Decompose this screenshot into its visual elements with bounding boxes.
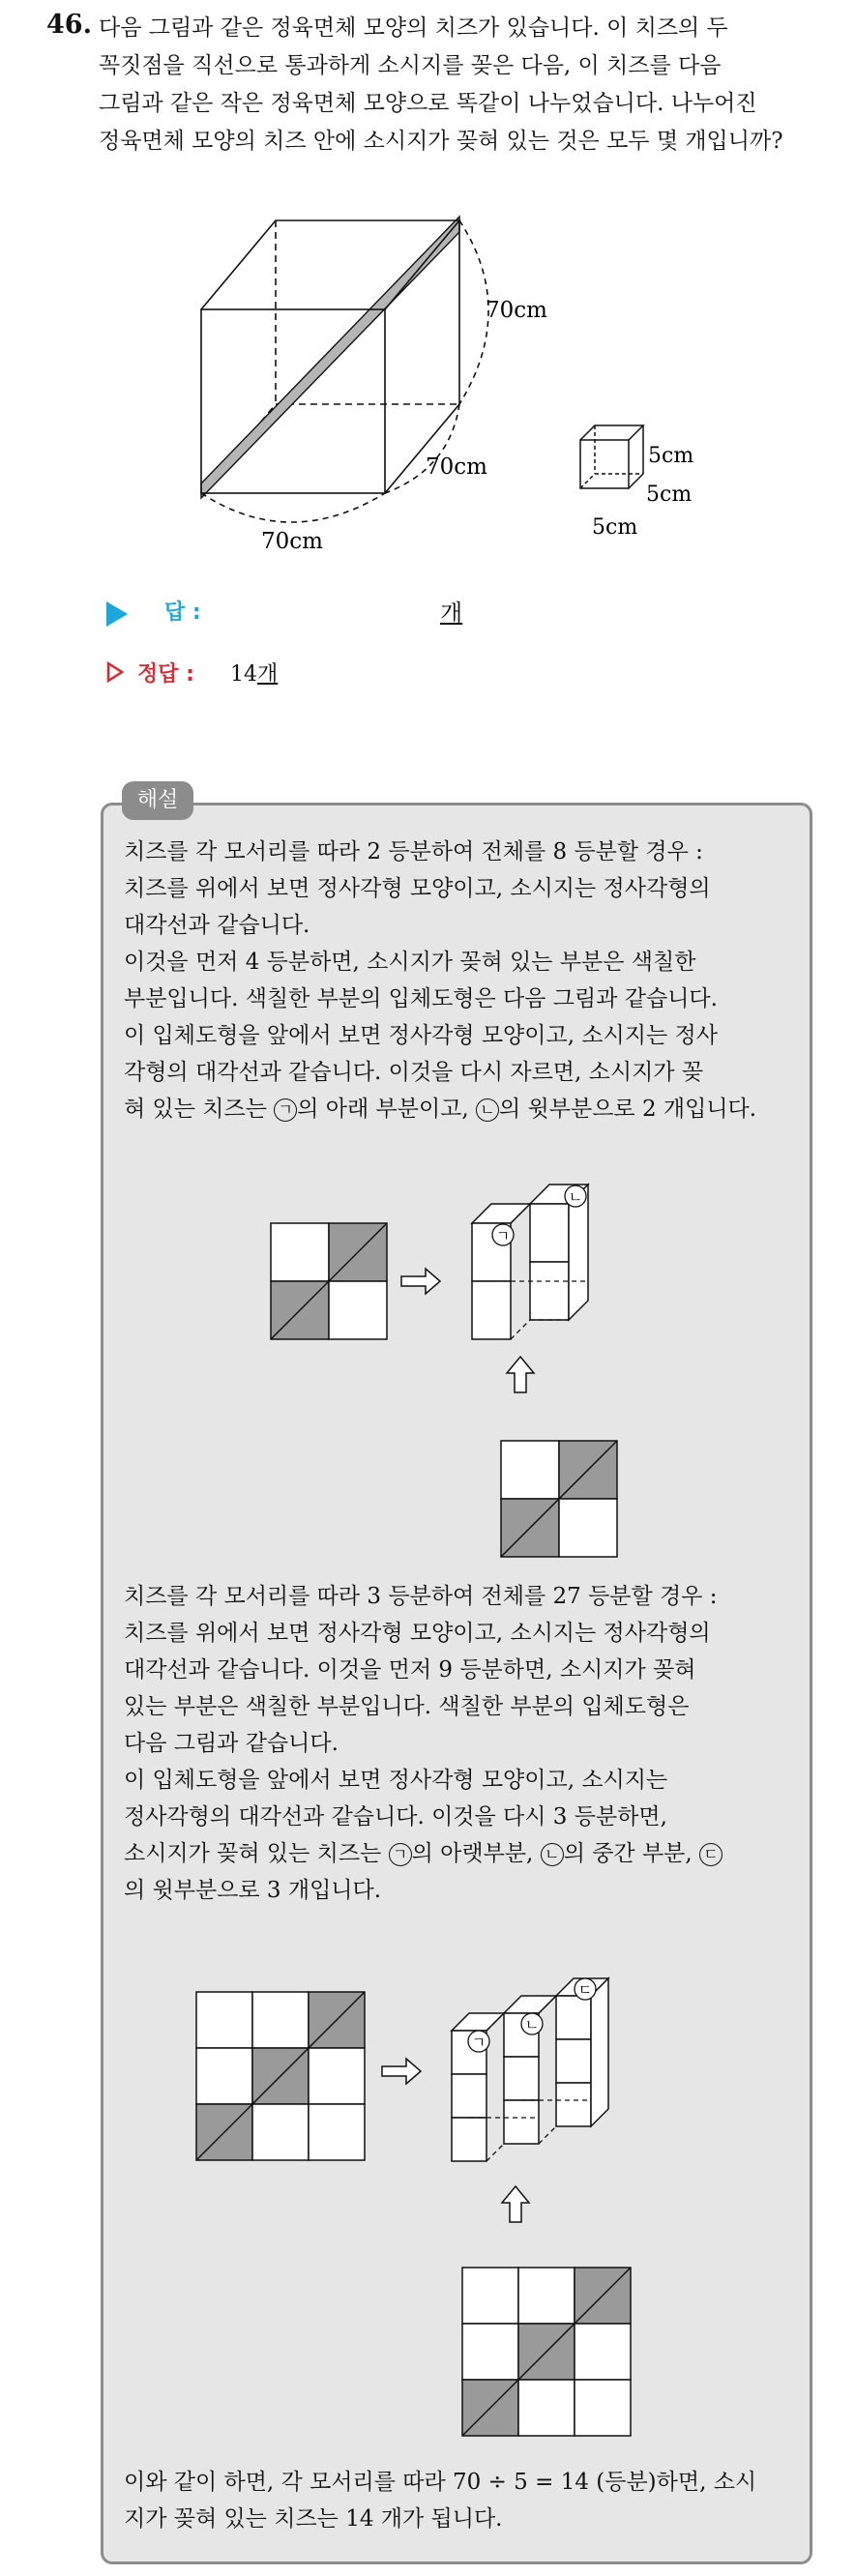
figure-3x3-division — [189, 1958, 750, 2461]
question-line: 다음 그림과 같은 정육면체 모양의 치즈가 있습니다. 이 치즈의 두 — [99, 15, 728, 41]
cheese-cube-figure — [184, 203, 694, 561]
visible-edge — [385, 404, 459, 493]
grid-cell — [271, 1223, 329, 1281]
hidden-edge — [539, 2126, 556, 2144]
figure-2x2-division — [261, 1185, 667, 1571]
explanation-paragraph-1 — [124, 834, 801, 1127]
explanation-paragraph-2 — [124, 1578, 801, 1909]
grid-cell — [196, 1992, 252, 2048]
small-width-label: 5cm — [592, 515, 638, 540]
right-arrow-icon — [401, 1269, 440, 1294]
text-line: 치즈를 각 모서리를 따라 3 등분하여 전체를 27 등분할 경우 : — [124, 1584, 718, 1609]
grid-cell — [518, 2268, 575, 2324]
small-top-face — [580, 425, 643, 440]
width-arc — [201, 493, 385, 522]
question-line: 정육면체 모양의 치즈 안에 소시지가 꽂혀 있는 것은 모두 몇 개입니까? — [99, 129, 783, 154]
depth-label: 70cm — [426, 454, 487, 480]
text-span: 의 윗부분으로 2 개입니다. — [499, 1097, 757, 1122]
text-line: 대각선과 같습니다. 이것을 먼저 9 등분하면, 소시지가 꽂혀 — [124, 1657, 696, 1683]
text-span: 의 중간 부분, — [563, 1841, 700, 1866]
answer-label: 답 : — [164, 600, 201, 625]
height-label: 70cm — [486, 298, 547, 323]
text-span: 혀 있는 치즈는 — [124, 1097, 275, 1122]
small-hidden-edge — [580, 474, 595, 488]
text-span: 의 아랫부분, — [411, 1841, 541, 1866]
circled-label: ㄱ — [389, 1843, 412, 1866]
small-height-label: 5cm — [648, 444, 694, 468]
grid-cell — [309, 2048, 365, 2104]
answer-blank-unit[interactable]: 개 — [440, 600, 463, 627]
block-face — [452, 2074, 486, 2118]
block-face — [452, 2118, 486, 2161]
question-line: 꼭짓점을 직선으로 통과하게 소시지를 꽂은 다음, 이 치즈를 다음 — [99, 53, 722, 78]
text-line: 부분입니다. 색칠한 부분의 입체도형은 다음 그림과 같습니다. — [124, 986, 718, 1011]
block-face — [530, 1262, 569, 1320]
block-face — [504, 2057, 539, 2100]
grid-cell — [501, 1441, 559, 1499]
grid-cell — [309, 2104, 365, 2160]
text-line: 이것을 먼저 4 등분하면, 소시지가 꽂혀 있는 부분은 색칠한 — [124, 950, 696, 975]
block-side — [591, 1978, 608, 2126]
correct-value — [230, 658, 278, 688]
correct-label: 정답 : — [137, 662, 194, 687]
circled-label: ㄴ — [541, 1843, 564, 1866]
figure-label: ㄴ — [568, 1188, 583, 1206]
grid-cell — [462, 2268, 518, 2324]
grid-cell — [462, 2324, 518, 2380]
text-line: 지가 꽂혀 있는 치즈는 14 개가 됩니다. — [124, 2506, 503, 2532]
grid-cell — [559, 1499, 617, 1557]
question-number: 46. — [46, 10, 92, 40]
grid-cell — [252, 1992, 309, 2048]
text-line: 다음 그림과 같습니다. — [124, 1731, 339, 1756]
outline-triangle-icon — [106, 661, 124, 683]
play-triangle-icon — [106, 601, 128, 627]
explanation-paragraph-3 — [124, 2464, 801, 2537]
text-line: 치즈를 위에서 보면 정사각형 모양이고, 소시지는 정사각형의 — [124, 1621, 711, 1646]
text-line: 정사각형의 대각선과 같습니다. 이것을 다시 3 등분하면, — [124, 1804, 667, 1830]
right-arrow-icon — [382, 2059, 421, 2084]
grid-cell — [329, 1281, 387, 1339]
figure-label: ㄱ — [495, 1227, 511, 1244]
block-face — [472, 1281, 511, 1339]
figure-label: ㄷ — [577, 1981, 593, 1999]
circled-label: ㄱ — [274, 1098, 297, 1122]
block-face — [556, 2039, 591, 2083]
text-line: 이와 같이 하면, 각 모서리를 따라 70 ÷ 5 = 14 (등분)하면, 소시 — [124, 2470, 757, 2495]
circled-label: ㄴ — [476, 1098, 499, 1122]
question-line: 그림과 같은 작은 정육면체 모양으로 똑같이 나누었습니다. 나누어진 — [99, 91, 757, 116]
block-face — [556, 2083, 591, 2126]
correct-unit: 개 — [257, 662, 279, 687]
up-arrow-icon — [502, 2186, 529, 2222]
grid-cell — [518, 2380, 575, 2436]
text-line: 의 윗부분으로 3 개입니다. — [124, 1878, 382, 1903]
block-top — [472, 1204, 530, 1223]
sausage-band — [201, 217, 459, 498]
text-line — [124, 1835, 801, 1872]
text-line: 치즈를 위에서 보면 정사각형 모양이고, 소시지는 정사각형의 — [124, 876, 711, 901]
text-span: 의 아래 부분이고, — [297, 1097, 477, 1122]
block-face — [530, 1204, 569, 1262]
text-span: 소시지가 꽂혀 있는 치즈는 — [124, 1841, 389, 1866]
small-edge — [629, 474, 643, 488]
height-arc — [459, 220, 488, 404]
question-text — [99, 10, 834, 161]
text-line: 대각선과 같습니다. — [124, 913, 310, 938]
up-arrow-icon — [507, 1357, 534, 1392]
text-line — [124, 1091, 801, 1127]
text-line: 치즈를 각 모서리를 따라 2 등분하여 전체를 8 등분할 경우 : — [124, 839, 703, 864]
circled-label: ㄷ — [699, 1843, 722, 1866]
hidden-edge — [486, 2144, 504, 2161]
block-face — [504, 2100, 539, 2144]
grid-cell — [196, 2048, 252, 2104]
figure-label: ㄴ — [524, 2016, 540, 2034]
grid-cell — [252, 2104, 309, 2160]
width-label: 70cm — [261, 529, 323, 554]
explanation-tag: 해설 — [122, 781, 193, 820]
text-line: 이 입체도형을 앞에서 보면 정사각형 모양이고, 소시지는 — [124, 1768, 668, 1793]
figure-label: ㄱ — [471, 2034, 486, 2051]
text-line: 각형의 대각선과 같습니다. 이것을 다시 자르면, 소시지가 꽂 — [124, 1060, 704, 1085]
text-line: 이 입체도형을 앞에서 보면 정사각형 모양이고, 소시지는 정사 — [124, 1023, 718, 1048]
hidden-edge — [511, 1320, 530, 1339]
correct-number: 14 — [230, 662, 257, 687]
block-face — [556, 1996, 591, 2039]
text-line: 있는 부분은 색칠한 부분입니다. 색칠한 부분의 입체도형은 — [124, 1694, 690, 1719]
grid-cell — [575, 2324, 631, 2380]
small-depth-label: 5cm — [646, 483, 693, 507]
grid-cell — [575, 2380, 631, 2436]
